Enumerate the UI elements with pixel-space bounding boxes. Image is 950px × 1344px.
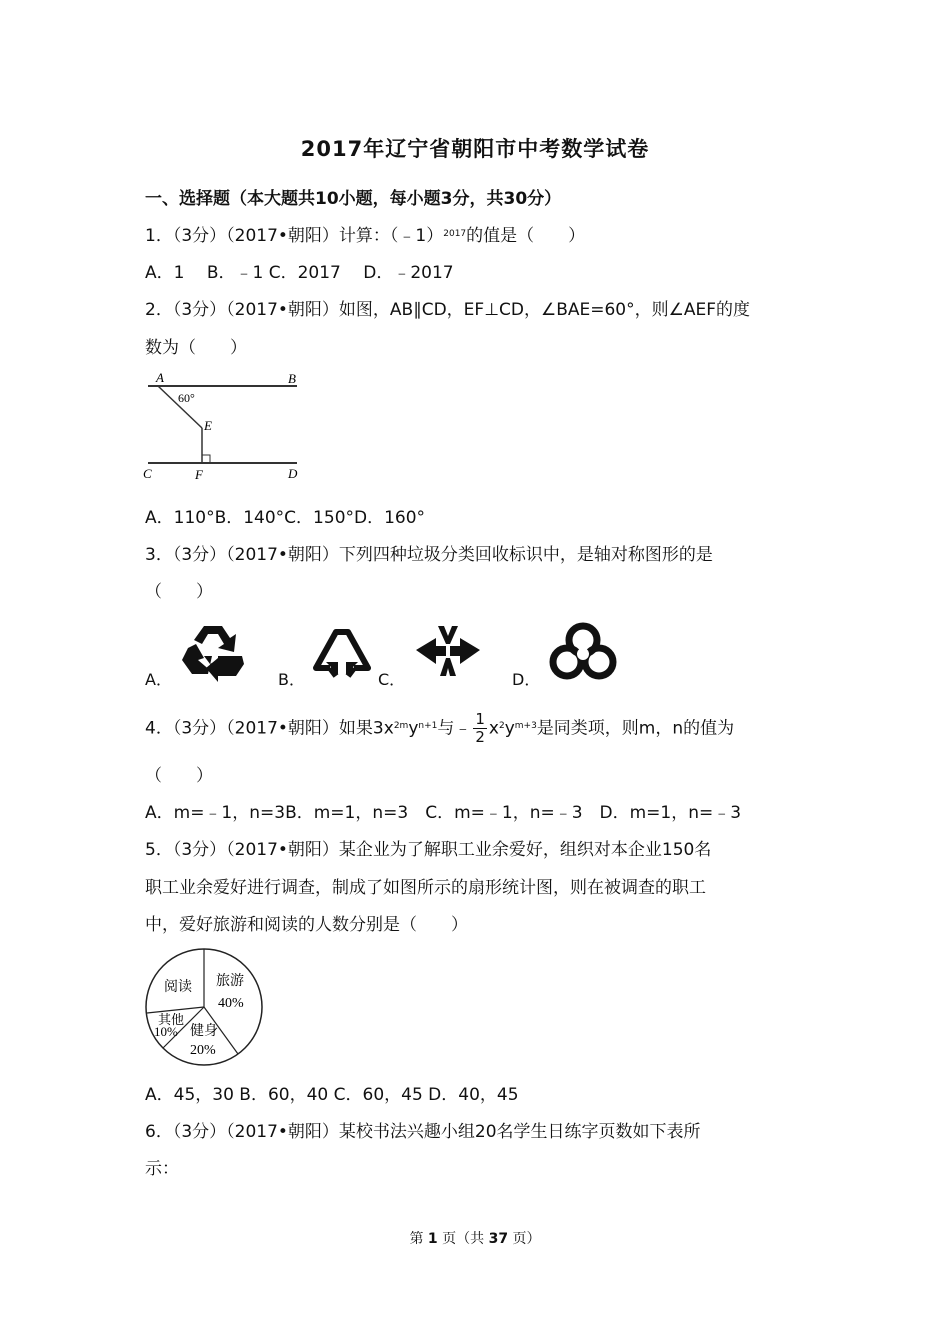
question-4: 4．（3分）（2017•朝阳）如果$3x^{2m}y^{n+1}$与﹣ $\frac{1}{2}$ $x^2y^{m+3}$是同类项，则m，n的值为 <box>145 710 735 746</box>
point-c: C <box>143 466 152 481</box>
pie-chart <box>142 945 267 1070</box>
question-4-cont: （ ） <box>145 766 213 786</box>
pie-label-other: 其他 <box>158 1012 185 1027</box>
point-a: A <box>156 370 164 385</box>
point-f: F <box>195 467 203 482</box>
pie-label-read: 阅读 <box>164 978 192 994</box>
question-3: 3．（3分）（2017•朝阳）下列四种垃圾分类回收标识中，是轴对称图形的是 <box>145 545 713 565</box>
question-2: 2．（3分）（2017•朝阳）如图，AB∥CD，EF⊥CD，∠BAE=60°，则∠AEF的度 <box>145 300 751 320</box>
question-1: 1．（3分）（2017•朝阳）计算：（﹣1）$^{2017}$的值是（ ） <box>145 226 586 246</box>
arrows-converge-icon <box>410 622 485 680</box>
option-b-label: B． <box>278 670 305 689</box>
option-d-label: D． <box>512 670 541 689</box>
point-b: B <box>288 371 296 386</box>
page-title: 2017年辽宁省朝阳市中考数学试卷 <box>300 137 650 161</box>
question-3-cont: （ ） <box>145 582 213 602</box>
fraction-one-half: $\frac{1}{2}$ <box>475 710 485 746</box>
pie-value-travel: 40% <box>218 996 244 1011</box>
triangle-recycle-icon <box>308 622 376 680</box>
page-footer: 第 1 页（共 37 页） <box>409 1231 541 1247</box>
option-c-label: C． <box>378 670 406 689</box>
question-6-cont: 示： <box>145 1159 179 1179</box>
question-5-cont2: 中，爱好旅游和阅读的人数分别是（ ） <box>145 915 468 935</box>
biohazard-icon <box>545 620 621 682</box>
question-5-cont: 职工业余爱好进行调查，制成了如图所示的扇形统计图，则在被调查的职工 <box>145 878 706 898</box>
angle-label: 60° <box>178 391 195 405</box>
pie-label-fitness: 健身 <box>190 1022 218 1038</box>
question-2-options: A．110°B．140°C．150°D．160° <box>145 508 426 528</box>
pie-value-other: 10% <box>154 1024 178 1039</box>
pie-label-travel: 旅游 <box>216 972 244 988</box>
question-5: 5．（3分）（2017•朝阳）某企业为了解职工业余爱好，组织对本企业150名 <box>145 840 712 860</box>
parallel-lines-figure <box>140 366 310 484</box>
question-4-options: A．m=﹣1，n=3B．m=1，n=3 C．m=﹣1，n=﹣3 D．m=1，n=﹣3 <box>145 803 742 823</box>
section-heading: 一、选择题（本大题共10小题，每小题3分，共30分） <box>145 189 562 209</box>
pie-value-fitness: 20% <box>190 1043 216 1058</box>
question-1-options: A．1 B．﹣1 C．2017 D．﹣2017 <box>145 263 454 283</box>
right-angle-mark <box>202 455 210 463</box>
question-6: 6．（3分）（2017•朝阳）某校书法兴趣小组20名学生日练字页数如下表所 <box>145 1122 701 1142</box>
question-5-options: A．45，30 B．60，40 C．60，45 D．40，45 <box>145 1085 519 1105</box>
point-d: D <box>288 466 298 481</box>
option-a-label: A． <box>145 670 172 689</box>
recycle-icon <box>178 622 248 682</box>
question-2-cont: 数为（ ） <box>145 338 247 358</box>
point-e: E <box>204 418 212 433</box>
